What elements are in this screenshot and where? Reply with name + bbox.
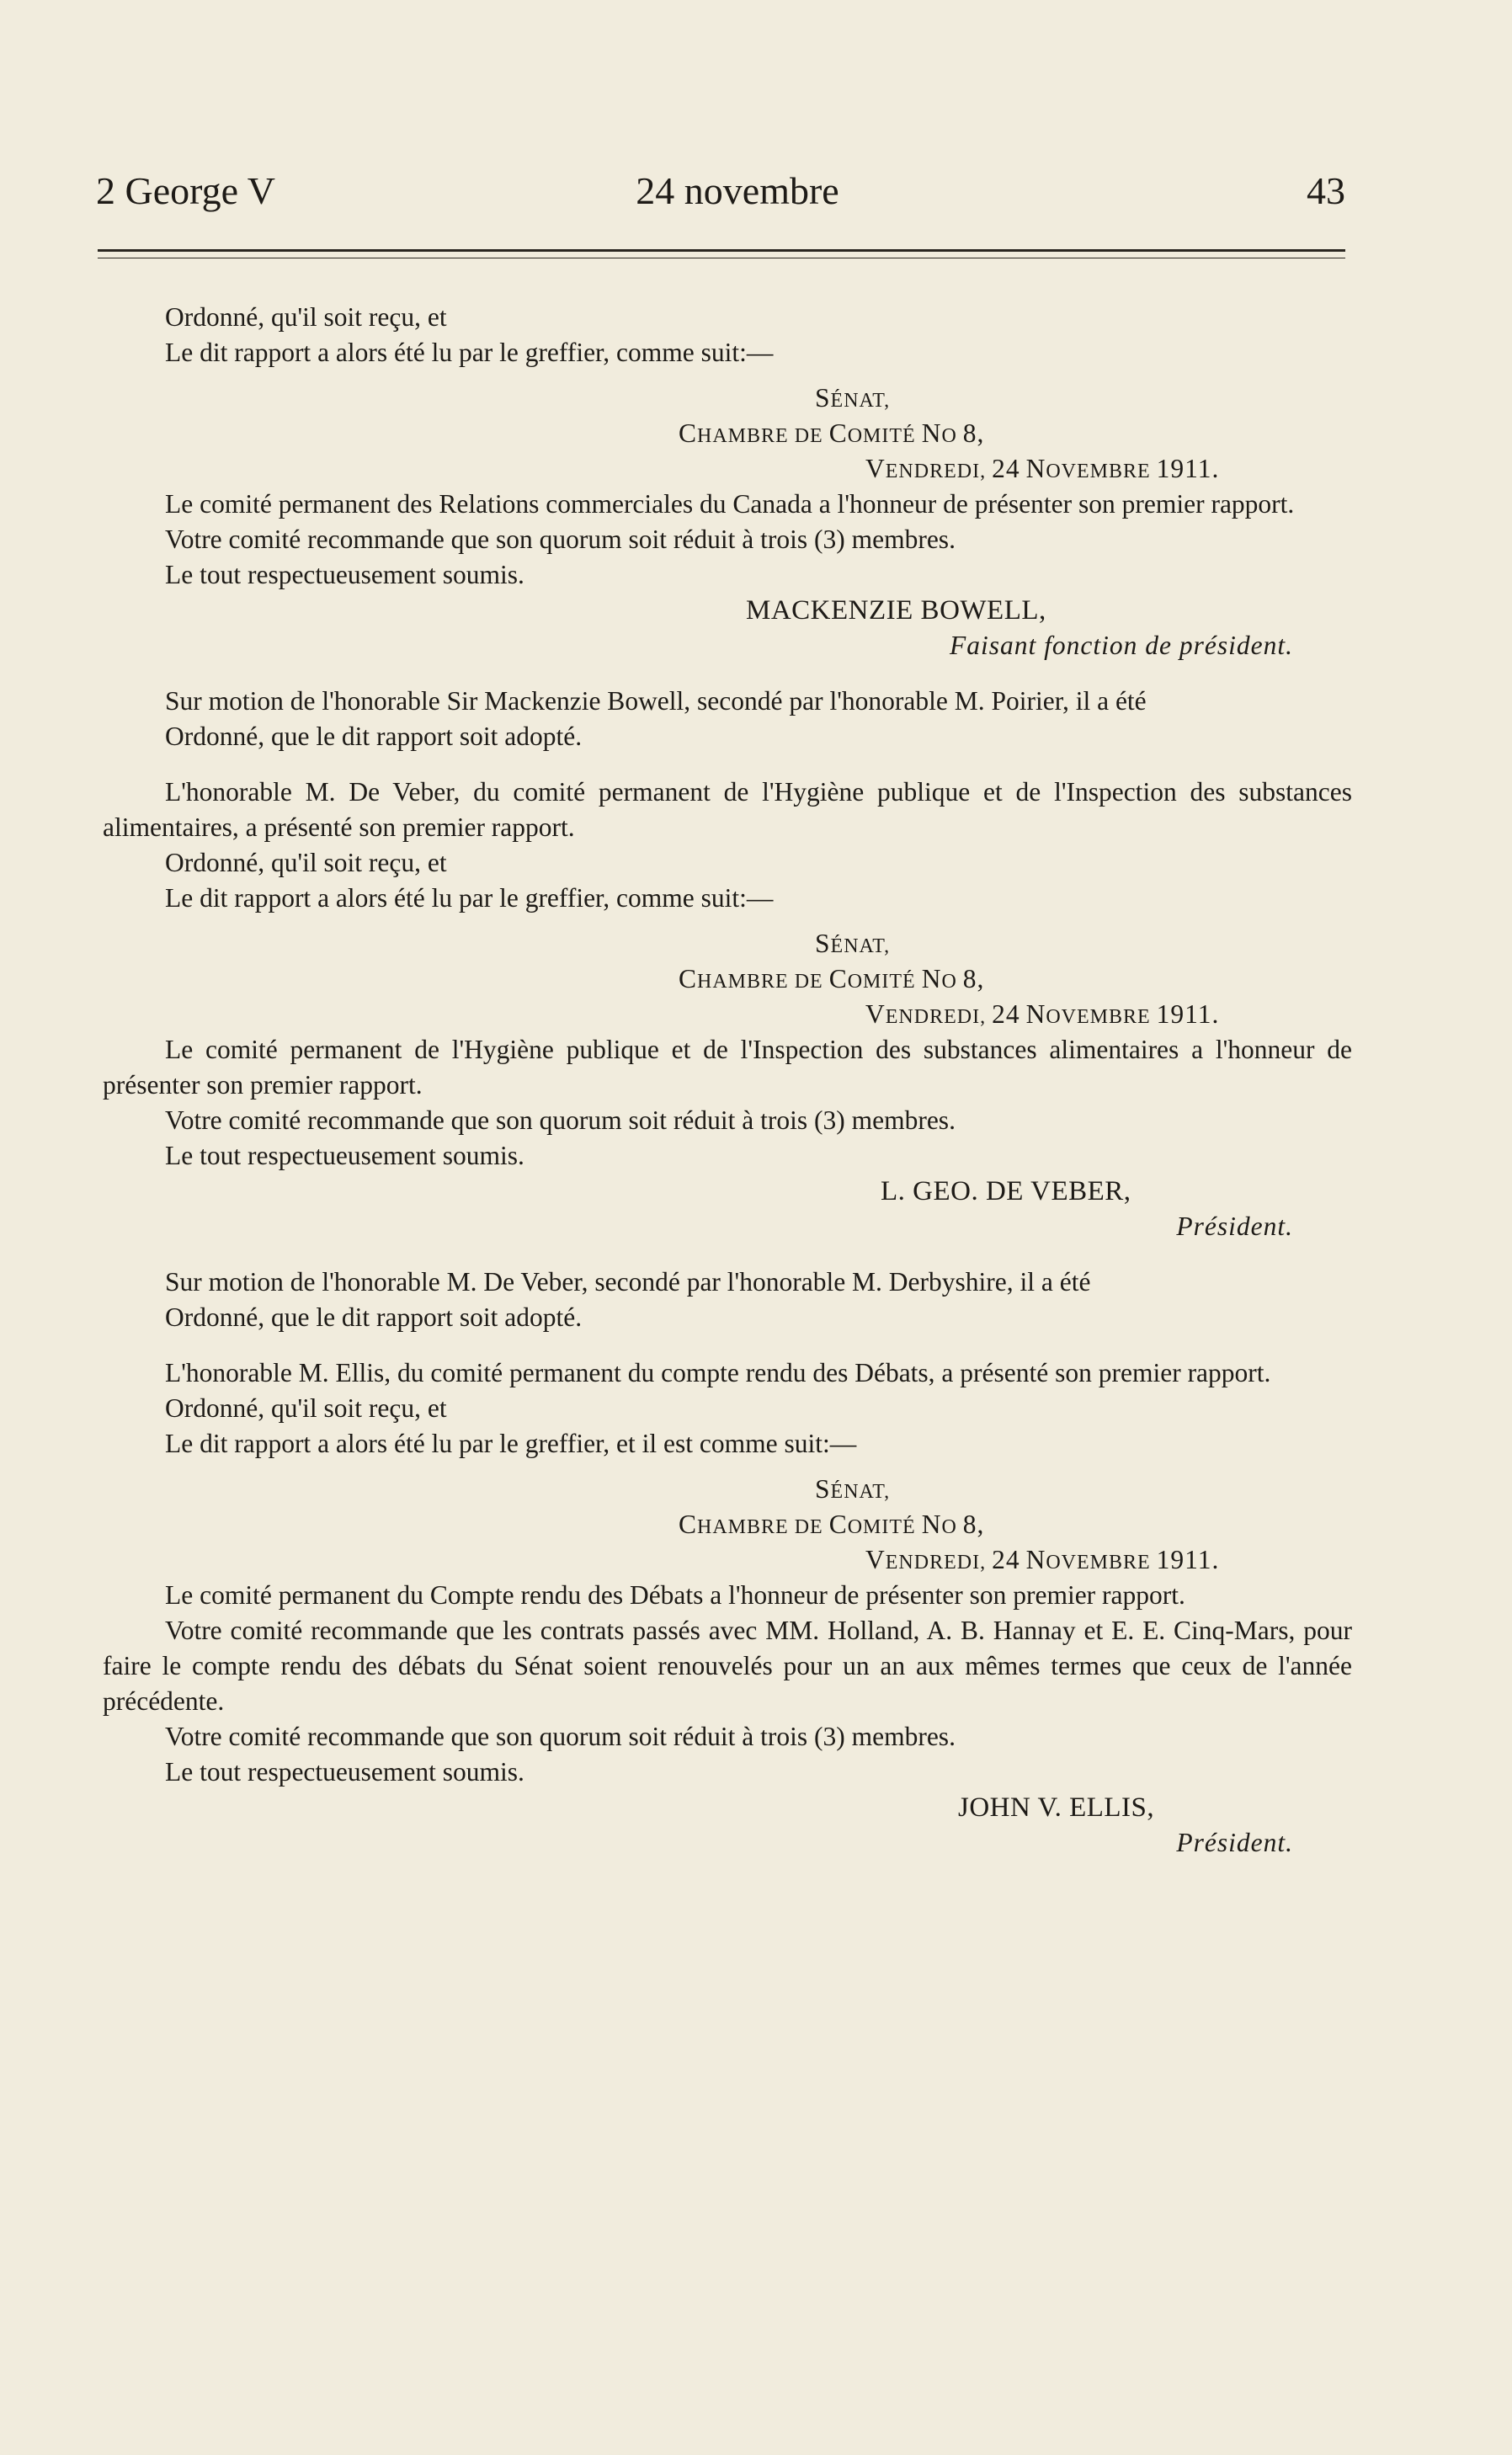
report-paragraph: Le comité permanent de l'Hygiène publique et de l'Inspection des substances alimentaires a l'honneur de présenter son premier rapport. xyxy=(103,1035,1352,1100)
presentation-paragraph: L'honorable M. Ellis, du comité permanent du compte rendu des Débats, a présenté son premier rapport. xyxy=(165,1358,1271,1387)
heading-chambre: CHAMBRE DE COMITÉ NO 8, xyxy=(679,1510,985,1539)
header-date: 24 novembre xyxy=(636,169,839,212)
heading-date: VENDREDI, 24 NOVEMBRE 1911. xyxy=(865,454,1220,483)
signatory-role: Président. xyxy=(1176,1212,1293,1241)
report-closing: Le tout respectueusement soumis. xyxy=(165,1141,524,1170)
heading-senat: SÉNAT, xyxy=(815,929,891,958)
report-paragraph: Votre comité recommande que les contrats passés avec MM. Holland, A. B. Hannay et E. E. Cinq-Mars, pour faire le compte rendu des débats du Sénat soient renouvelés pour un an aux mêmes termes que ceux de l'année précédente. xyxy=(103,1616,1352,1716)
signatory-role: Président. xyxy=(1176,1828,1293,1857)
motion-paragraph: Sur motion de l'honorable M. De Veber, secondé par l'honorable M. Derbyshire, il a été xyxy=(165,1267,1091,1297)
report-heading xyxy=(103,1472,1352,1578)
heading-date: VENDREDI, 24 NOVEMBRE 1911. xyxy=(865,999,1220,1029)
heading-senat: SÉNAT, xyxy=(815,383,891,413)
heading-chambre: CHAMBRE DE COMITÉ NO 8, xyxy=(679,964,985,993)
signatory-name: JOHN V. ELLIS, xyxy=(958,1792,1155,1823)
report-read-line: Le dit rapport a alors été lu par le greffier, comme suit:— xyxy=(165,883,774,913)
heading-date: VENDREDI, 24 NOVEMBRE 1911. xyxy=(865,1545,1220,1574)
running-head xyxy=(96,168,1345,219)
report-heading xyxy=(103,381,1352,487)
heading-senat: SÉNAT, xyxy=(815,1474,891,1504)
signature-block xyxy=(103,593,1352,663)
ordered-received: Ordonné, qu'il soit reçu, et xyxy=(165,1393,447,1423)
report-paragraph: Votre comité recommande que son quorum soit réduit à trois (3) membres. xyxy=(165,1105,956,1135)
report-read-line: Le dit rapport a alors été lu par le greffier, comme suit:— xyxy=(165,338,774,367)
report-heading xyxy=(103,926,1352,1032)
heading-chambre: CHAMBRE DE COMITÉ NO 8, xyxy=(679,418,985,448)
report-closing: Le tout respectueusement soumis. xyxy=(165,1757,524,1787)
ordered-adopted: Ordonné, que le dit rapport soit adopté. xyxy=(165,1302,583,1332)
page-body xyxy=(103,300,1352,1861)
report-read-line: Le dit rapport a alors été lu par le greffier, et il est comme suit:— xyxy=(165,1429,857,1458)
report-paragraph: Le comité permanent des Relations commerciales du Canada a l'honneur de présenter son premier rapport. xyxy=(165,489,1295,519)
header-rule-thick xyxy=(98,249,1345,252)
ordered-adopted: Ordonné, que le dit rapport soit adopté. xyxy=(165,722,583,751)
page-number: 43 xyxy=(1307,169,1345,212)
signatory-name: MACKENZIE BOWELL, xyxy=(746,595,1046,626)
report-paragraph: Le comité permanent du Compte rendu des Débats a l'honneur de présenter son premier rapport. xyxy=(165,1580,1185,1610)
presentation-paragraph: L'honorable M. De Veber, du comité permanent de l'Hygiène publique et de l'Inspection des substances alimentaires, a présenté son premier rapport. xyxy=(103,777,1352,842)
motion-paragraph: Sur motion de l'honorable Sir Mackenzie Bowell, secondé par l'honorable M. Poirier, il a été xyxy=(165,686,1147,716)
report-closing: Le tout respectueusement soumis. xyxy=(165,560,524,589)
regnal-year: 2 George V xyxy=(96,169,275,212)
ordered-received: Ordonné, qu'il soit reçu, et xyxy=(165,848,447,877)
signatory-name: L. GEO. DE VEBER, xyxy=(881,1176,1131,1206)
ordered-received: Ordonné, qu'il soit reçu, et xyxy=(165,302,447,332)
report-paragraph: Votre comité recommande que son quorum soit réduit à trois (3) membres. xyxy=(165,1722,956,1751)
signature-block xyxy=(103,1174,1352,1244)
signature-block xyxy=(103,1790,1352,1861)
report-paragraph: Votre comité recommande que son quorum soit réduit à trois (3) membres. xyxy=(165,525,956,554)
signatory-role: Faisant fonction de président. xyxy=(950,631,1293,660)
